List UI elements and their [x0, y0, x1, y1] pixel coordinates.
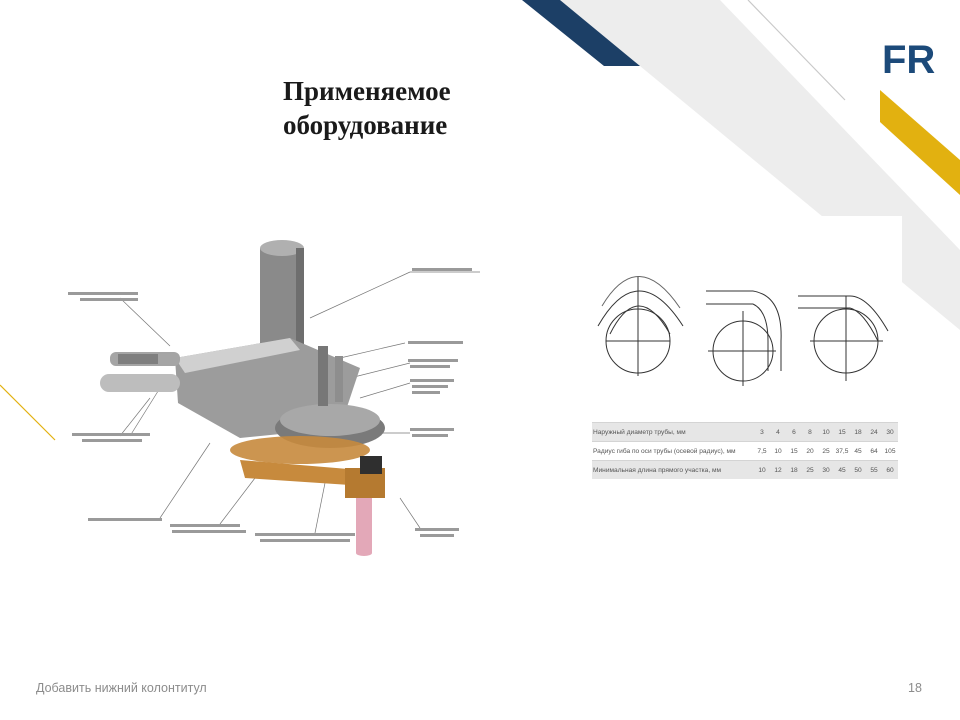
table-cell: 18 [850, 423, 866, 442]
table-cell: 12 [770, 461, 786, 480]
table-cell: 24 [866, 423, 882, 442]
table-row [592, 423, 898, 442]
page-number: 18 [908, 681, 922, 695]
pipe-bending-machine-illustration [60, 228, 480, 568]
table-cell: 15 [786, 442, 802, 461]
table-cell: 25 [818, 442, 834, 461]
company-logo: FR [882, 38, 936, 82]
table-cell: 30 [882, 423, 898, 442]
table-cell: 60 [882, 461, 898, 480]
table-cell: 10 [818, 423, 834, 442]
bend-parameters-table [592, 422, 898, 479]
bend-parameters-figure [588, 216, 902, 522]
slide-title: Применяемое оборудование [283, 76, 451, 140]
table-row [592, 461, 898, 480]
row-label: Радиус гиба по оси трубы (осевой радиус), мм [592, 442, 754, 461]
table-cell: 37,5 [834, 442, 850, 461]
bent-tube [356, 498, 372, 553]
table-cell: 10 [770, 442, 786, 461]
table-cell: 105 [882, 442, 898, 461]
table-cell: 64 [866, 442, 882, 461]
table-cell: 50 [850, 461, 866, 480]
table-cell: 18 [786, 461, 802, 480]
table-cell: 15 [834, 423, 850, 442]
table-cell: 7,5 [754, 442, 770, 461]
table-cell: 10 [754, 461, 770, 480]
gold-left-line [0, 385, 55, 440]
row-label: Наружный диаметр трубы, мм [592, 423, 754, 442]
table-cell: 45 [834, 461, 850, 480]
table-cell: 25 [802, 461, 818, 480]
table-cell: 45 [850, 442, 866, 461]
table-row [592, 442, 898, 461]
table-cell: 3 [754, 423, 770, 442]
table-cell: 8 [802, 423, 818, 442]
bend-diagrams [588, 216, 902, 416]
row-label: Минимальная длина прямого участка, мм [592, 461, 754, 480]
table-cell: 30 [818, 461, 834, 480]
footer-text: Добавить нижний колонтитул [36, 681, 207, 695]
table-cell: 55 [866, 461, 882, 480]
table-cell: 20 [802, 442, 818, 461]
table-cell: 6 [786, 423, 802, 442]
table-cell: 4 [770, 423, 786, 442]
